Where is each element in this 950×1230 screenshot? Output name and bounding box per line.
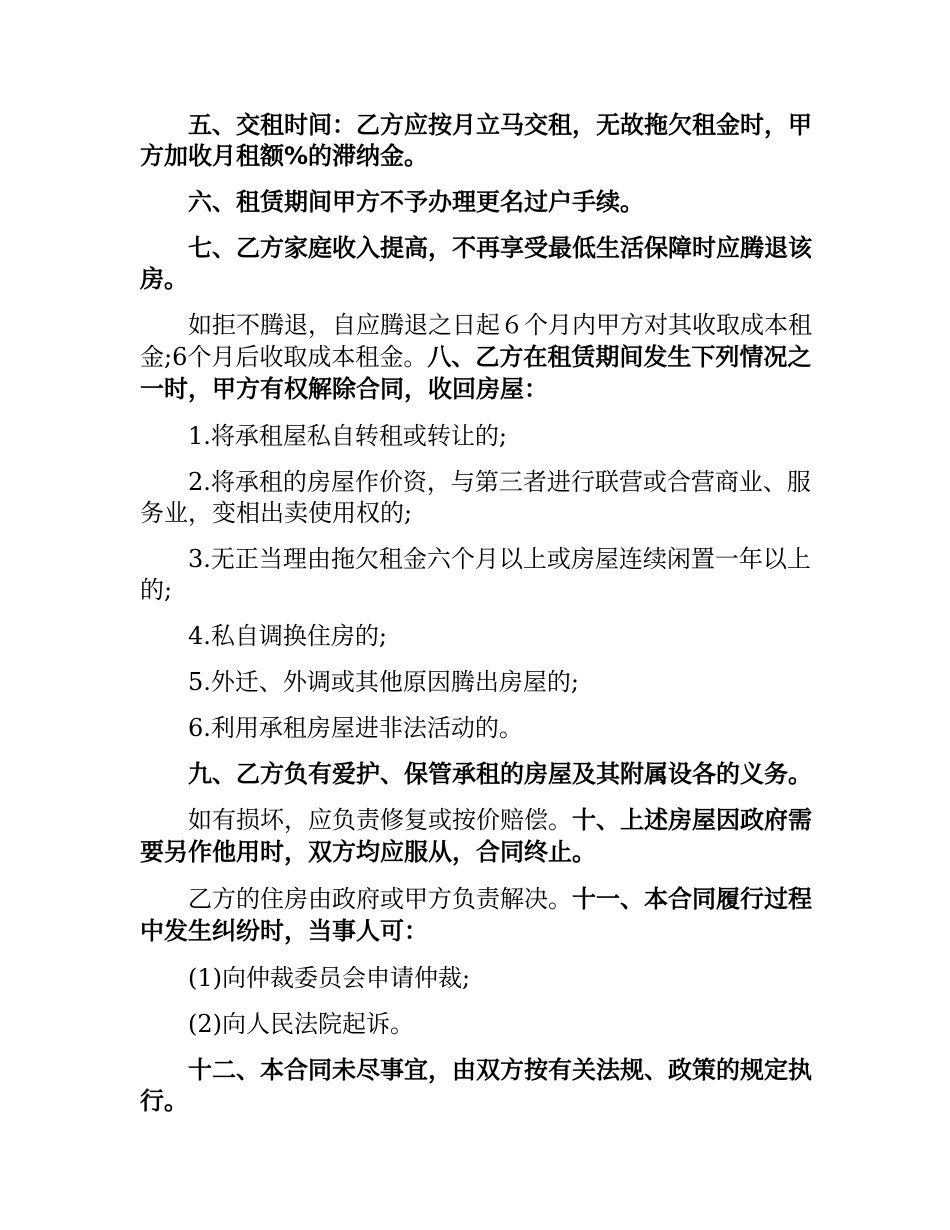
list-item-2: 2.将承租的房屋作价资，与第三者进行联营或合营商业、服务业，变相出卖使用权的; xyxy=(140,468,811,527)
list-item-6: 6.利用承租房屋进非法活动的。 xyxy=(188,714,523,742)
dispute-option-2: (2)向人民法院起诉。 xyxy=(188,1010,414,1038)
paragraph-housing-and-clause-11 xyxy=(140,884,820,948)
clause-11-disputes: 十一、本合同履行过程中发生纠纷时，当事人可： xyxy=(140,885,812,945)
housing-solution-text: 乙方的住房由政府或甲方负责解决。 xyxy=(188,885,572,913)
paragraph-refusal-and-clause-8 xyxy=(140,310,820,406)
clause-5-rent-payment: 五、交租时间：乙方应按月立马交租，无故拖欠租金时，甲方加收月租额%的滞纳金。 xyxy=(140,111,812,170)
list-item-1: 1.将承租屋私自转租或转让的; xyxy=(188,422,507,450)
dispute-option-1: (1)向仲裁委员会申请仲裁; xyxy=(188,964,471,992)
list-item-5: 5.外迁、外调或其他原因腾出房屋的; xyxy=(188,668,579,696)
clause-9-maintenance: 九、乙方负有爱护、保管承租的房屋及其附属设各的义务。 xyxy=(188,760,812,788)
clause-12-other-matters: 十二、本合同未尽事宜，由双方按有关法规、政策的规定执行。 xyxy=(140,1056,812,1115)
document-page xyxy=(140,110,820,1132)
clause-10-government-use: 十、上述房屋因政府需要另作他用时，双方均应服从，合同终止。 xyxy=(140,806,812,866)
clause-6-no-transfer: 六、租赁期间甲方不予办理更名过户手续。 xyxy=(188,188,644,216)
paragraph-damage-and-clause-10 xyxy=(140,805,820,869)
damage-repair-text: 如有损坏，应负责修复或按价赔偿。 xyxy=(188,806,572,834)
list-item-4: 4.私自调换住房的; xyxy=(188,622,387,650)
clause-7-vacate: 七、乙方家庭收入提高，不再享受最低生活保障时应腾退该房。 xyxy=(140,234,812,293)
list-item-3: 3.无正当理由拖欠租金六个月以上或房屋连续闲置一年以上的; xyxy=(140,545,811,604)
refusal-rent-text: 如拒不腾退，自应腾退之日起６个月内甲方对其收取成本租金;6个月后收取成本租金。 xyxy=(140,311,812,371)
clause-8-termination: 八、乙方在租赁期间发生下列情况之一时，甲方有权解除合同，收回房屋： xyxy=(140,343,812,403)
